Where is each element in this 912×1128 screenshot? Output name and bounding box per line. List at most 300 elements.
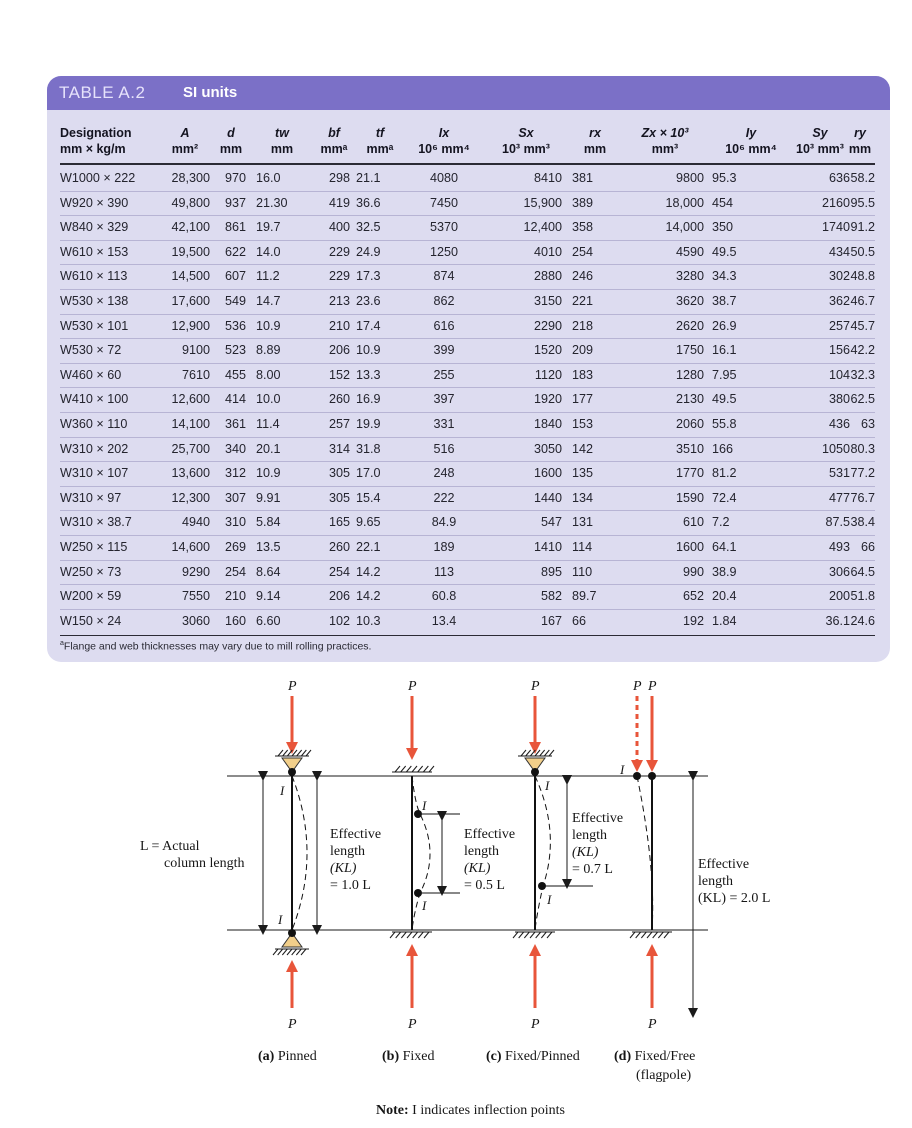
table-cell: 95.5 <box>850 195 875 210</box>
load-label-top-d-left: P <box>633 679 642 694</box>
table-cell: 206 <box>328 589 350 604</box>
eff-b-line4: = 0.5 L <box>464 878 505 893</box>
table-cell: 23.6 <box>356 294 381 308</box>
table-cell: 28,300 <box>171 171 210 185</box>
support-bottom-b-hatch <box>407 932 412 938</box>
table-cell: 269 <box>224 540 246 554</box>
load-arrow-top-d-head <box>646 760 658 772</box>
table-cell: 582 <box>540 589 562 604</box>
table-cell: 135 <box>572 466 594 481</box>
table-cell: 81.2 <box>712 466 737 481</box>
designation-cell: W410 × 100 <box>60 392 129 407</box>
table-cell: 229 <box>328 244 350 259</box>
table-cell: 246 <box>572 269 594 284</box>
table-cell: 1840 <box>533 417 562 431</box>
table-cell: 990 <box>682 564 704 579</box>
load-label-bottom-b: P <box>408 1017 417 1032</box>
table-cell: 42,100 <box>171 220 210 235</box>
designation-cell: W530 × 72 <box>60 343 122 358</box>
table-cell: 218 <box>572 318 594 333</box>
table-cell: 25,700 <box>171 441 210 456</box>
table-row <box>60 166 875 192</box>
load-arrow-bottom-b-head <box>406 944 418 956</box>
table-cell: 64.5 <box>850 564 875 579</box>
designation-cell: W200 × 59 <box>60 589 122 604</box>
column-header-unit: mmᵃ <box>320 142 348 156</box>
designation-cell: W530 × 138 <box>60 294 129 308</box>
support-top-a-hatch <box>306 750 311 756</box>
table-cell: 1590 <box>675 490 704 505</box>
table-cell: 206 <box>328 343 350 358</box>
table-cell: 400 <box>328 220 350 235</box>
support-bottom-b-hatch <box>413 932 418 938</box>
table-cell: 18,000 <box>665 195 704 210</box>
caption-d <box>614 1048 695 1065</box>
table-cell: 153 <box>572 417 594 431</box>
column-header <box>835 125 885 157</box>
support-bottom-b-hatch <box>390 932 395 938</box>
table-cell: 254 <box>328 564 350 579</box>
table-row <box>60 363 875 389</box>
load-label-top-b: P <box>408 679 417 694</box>
table-cell: 142 <box>572 441 594 456</box>
table-cell: 12,600 <box>171 392 210 407</box>
table-cell: 24.6 <box>850 613 875 628</box>
table-cell: 1410 <box>533 540 562 554</box>
column-header-unit: 10³ mm³ <box>502 142 550 156</box>
table-cell: 63 <box>860 417 875 431</box>
table-cell: 14.2 <box>356 589 381 604</box>
designation-cell: W150 × 24 <box>60 613 122 628</box>
caption-a <box>258 1048 317 1065</box>
table-cell: 3280 <box>675 269 704 284</box>
table-cell: 16.1 <box>712 343 737 358</box>
table-cell: 19.9 <box>356 417 381 431</box>
support-bottom-c-hatch <box>547 932 552 938</box>
table-cell: 49.5 <box>712 392 737 407</box>
table-cell: 134 <box>572 490 594 505</box>
table-row <box>60 387 875 413</box>
table-row <box>60 437 875 463</box>
table-cell: 84.9 <box>431 515 457 530</box>
eff-a-line3: (KL) <box>330 861 357 876</box>
table-cell: 95.3 <box>712 171 737 185</box>
table-cell: 16.9 <box>356 392 381 407</box>
table-cell: 38.4 <box>850 515 875 530</box>
load-arrow-bottom-d-head <box>646 944 658 956</box>
table-cell: 31.8 <box>356 441 381 456</box>
table-cell: 16.0 <box>256 171 281 185</box>
header-rule <box>60 163 875 165</box>
table-cell: 222 <box>433 490 455 505</box>
caption-d-line2: (flagpole) <box>636 1068 692 1083</box>
table-cell: 49.5 <box>712 244 737 259</box>
load-arrow-top-a-head <box>286 742 298 754</box>
table-cell: 419 <box>328 195 350 210</box>
table-cell: 64.1 <box>712 540 737 554</box>
table-cell: 358 <box>572 220 594 235</box>
column-header-unit: 10⁶ mm⁴ <box>418 142 470 156</box>
table-cell: 19,500 <box>171 244 210 259</box>
table-footnote <box>60 640 371 653</box>
table-cell: 652 <box>682 589 704 604</box>
table-cell: 414 <box>224 392 246 407</box>
table-cell: 12,300 <box>171 490 210 505</box>
designation-cell: W460 × 60 <box>60 367 122 382</box>
table-cell: 14,600 <box>171 540 210 554</box>
table-cell: 2880 <box>533 269 562 284</box>
table-cell: 62.5 <box>850 392 875 407</box>
table-cell: 14,000 <box>665 220 704 235</box>
table-cell: 1440 <box>533 490 562 505</box>
inflection-c-top: I <box>545 778 550 793</box>
designation-cell: W310 × 202 <box>60 441 129 456</box>
support-bottom-c-hatch <box>541 932 546 938</box>
table-cell: 221 <box>572 294 594 308</box>
table-cell: 55.8 <box>712 417 737 431</box>
table-row <box>60 609 875 634</box>
support-top-b-hatch <box>418 766 423 772</box>
table-cell: 622 <box>224 244 246 259</box>
table-cell: 189 <box>433 540 455 554</box>
column-header-symbol: tf <box>375 126 385 140</box>
support-bottom-d-hatch <box>636 932 641 938</box>
column-header-unit: mmᵃ <box>366 142 394 156</box>
table-cell: 17.0 <box>356 466 381 481</box>
support-bottom-c-hatch <box>519 932 524 938</box>
support-top-c-hatch <box>521 750 526 756</box>
inflection-c-bottom: I <box>547 892 552 907</box>
table-cell: 165 <box>328 515 350 530</box>
caption-b-text: Fixed <box>402 1049 435 1064</box>
eff-c-line1: Effective <box>572 811 624 826</box>
table-cell: 305 <box>328 490 350 505</box>
table-row <box>60 338 875 364</box>
inflection-dot-b-top <box>414 810 422 818</box>
table-cell: 9.65 <box>356 515 381 530</box>
table-cell: 77.2 <box>850 466 875 481</box>
table-cell: 257 <box>828 318 850 333</box>
table-cell: 1920 <box>533 392 562 407</box>
table-row <box>60 535 875 561</box>
support-top-c-hatch <box>549 750 554 756</box>
load-label-top-d-right: P <box>648 679 657 694</box>
table-cell: 7550 <box>181 589 210 604</box>
table-cell: 22.1 <box>356 540 381 554</box>
table-cell: 8410 <box>533 171 562 185</box>
support-bottom-a-hatch <box>292 949 297 955</box>
pin-dot-top-c <box>531 768 539 776</box>
eff-c-line3: (KL) <box>572 845 599 860</box>
table-subtitle: SI units <box>183 84 238 101</box>
support-top-b-hatch <box>401 766 406 772</box>
table-cell: 17.3 <box>356 269 381 284</box>
column-header-unit: mm² <box>171 142 199 156</box>
caption-b <box>382 1048 435 1065</box>
table-cell: 229 <box>328 269 350 284</box>
table-cell: 3620 <box>675 294 704 308</box>
buckled-shape-a <box>292 776 307 930</box>
table-cell: 298 <box>328 171 350 185</box>
load-arrow-top-b-head <box>406 748 418 760</box>
table-cell: 6.60 <box>256 613 281 628</box>
table-cell: 9290 <box>181 564 210 579</box>
table-cell: 331 <box>433 417 455 431</box>
inflection-d: I <box>620 762 625 777</box>
table-cell: 76.7 <box>850 490 875 505</box>
table-cell: 314 <box>328 441 350 456</box>
eff-b-line1: Effective <box>464 827 516 842</box>
support-bottom-d-hatch <box>641 932 646 938</box>
eff-a-line2: length <box>330 844 365 859</box>
actual-length-label <box>140 838 245 872</box>
table-cell: 516 <box>433 441 455 456</box>
table-cell: 209 <box>572 343 594 358</box>
support-bottom-d-hatch <box>630 932 635 938</box>
table-cell: 436 <box>828 417 850 431</box>
support-bottom-b-hatch <box>424 932 429 938</box>
designation-cell: W610 × 153 <box>60 244 129 259</box>
table-cell: 636 <box>828 171 850 185</box>
table-cell: 254 <box>572 244 594 259</box>
designation-cell: W310 × 38.7 <box>60 515 132 530</box>
table-cell: 3060 <box>181 613 210 628</box>
table-cell: 66 <box>572 613 587 628</box>
table-cell: 8.64 <box>256 564 281 579</box>
table-cell: 7610 <box>181 367 210 382</box>
table-cell: 42.2 <box>850 343 875 358</box>
designation-cell: W530 × 101 <box>60 318 129 333</box>
table-cell: 15.4 <box>356 490 381 505</box>
table-row <box>60 560 875 586</box>
load-label-top-a: P <box>288 679 297 694</box>
table-cell: 49,800 <box>171 195 210 210</box>
column-header-symbol: tw <box>275 126 289 140</box>
table-cell: 350 <box>712 220 734 235</box>
column-header-unit: mm <box>583 142 607 156</box>
column-header-symbol: Sy <box>812 126 828 140</box>
note-label: Note: <box>376 1103 409 1118</box>
table-cell: 970 <box>224 171 246 185</box>
support-bottom-c-hatch <box>524 932 529 938</box>
designation-cell: W610 × 113 <box>60 269 128 284</box>
table-row <box>60 486 875 512</box>
table-cell: 5.84 <box>256 515 281 530</box>
column-header-symbol: A <box>180 126 190 140</box>
table-cell: 1520 <box>533 343 562 358</box>
table-cell: 434 <box>828 244 850 259</box>
inflection-dot-b-bottom <box>414 889 422 897</box>
table-cell: 38.9 <box>712 564 737 579</box>
table-cell: 536 <box>224 318 246 333</box>
table-cell: 11.4 <box>256 417 280 431</box>
table-cell: 862 <box>433 294 455 308</box>
table-cell: 24.9 <box>356 244 381 259</box>
table-cell: 5370 <box>429 220 459 235</box>
inflection-a-bottom: I <box>278 912 283 927</box>
table-cell: 38.7 <box>712 294 737 308</box>
buckled-shape-d <box>637 776 653 930</box>
caption-d-tag: (d) <box>614 1049 632 1064</box>
table-cell: 91.2 <box>850 220 875 235</box>
designation-cell: W250 × 115 <box>60 540 128 554</box>
table-cell: 9800 <box>675 171 704 185</box>
table-cell: 20.1 <box>256 441 281 456</box>
table-cell: 177 <box>572 392 594 407</box>
support-top-a-hatch <box>278 750 283 756</box>
support-bottom-d-hatch <box>658 932 663 938</box>
table-cell: 34.3 <box>712 269 737 284</box>
table-cell: 260 <box>328 392 350 407</box>
table-cell: 610 <box>682 515 704 530</box>
table-cell: 248 <box>433 466 455 481</box>
table-cell: 523 <box>224 343 246 358</box>
column-header-unit: mm³ <box>651 142 679 156</box>
table-cell: 14,100 <box>171 417 210 431</box>
table-cell: 192 <box>682 613 704 628</box>
inflection-note <box>376 1102 565 1119</box>
table-row <box>60 264 875 290</box>
table-cell: 2130 <box>675 392 704 407</box>
table-cell: 2160 <box>821 195 850 210</box>
designation-cell: W310 × 107 <box>60 466 129 481</box>
caption-c <box>486 1048 580 1065</box>
caption-c-text: Fixed/Pinned <box>505 1049 580 1064</box>
table-cell: 305 <box>328 466 350 481</box>
support-bottom-a-hatch <box>273 949 278 955</box>
support-bottom-a-hatch <box>278 949 283 955</box>
column-header-symbol: Ix <box>438 126 450 140</box>
support-top-b-hatch <box>423 766 428 772</box>
table-cell: 255 <box>433 367 455 382</box>
table-cell: 66 <box>860 540 875 554</box>
table-cell: 46.7 <box>850 294 875 308</box>
table-title: TABLE A.2 <box>59 83 146 102</box>
support-bottom-a-hatch <box>287 949 292 955</box>
load-arrow-top-c-head <box>529 742 541 754</box>
table-cell: 7.95 <box>712 367 737 382</box>
table-row <box>60 412 875 438</box>
table-cell: 13.4 <box>431 613 457 628</box>
table-cell: 874 <box>433 269 455 284</box>
buckled-shape-b <box>412 776 430 930</box>
designation-cell: W1000 × 222 <box>60 171 136 185</box>
column-header-unit: mm <box>848 142 872 156</box>
table-cell: 89.7 <box>572 589 597 604</box>
table-cell: 399 <box>433 343 455 358</box>
table-cell: 340 <box>224 441 246 456</box>
table-cell: 9.91 <box>256 490 281 505</box>
table-cell: 152 <box>328 367 350 382</box>
column-header-symbol: Sx <box>518 126 534 140</box>
support-top-b-hatch <box>429 766 434 772</box>
table-row <box>60 584 875 610</box>
table-cell: 3510 <box>675 441 704 456</box>
effective-length-diagram <box>130 668 790 1123</box>
eff-c-line2: length <box>572 828 607 843</box>
table-cell: 13.5 <box>256 540 281 554</box>
table-cell: 1050 <box>821 441 850 456</box>
table-cell: 17,600 <box>171 294 210 308</box>
load-label-bottom-d: P <box>648 1017 657 1032</box>
table-cell: 210 <box>224 589 246 604</box>
support-bottom-d-hatch <box>664 932 669 938</box>
load-arrow-bottom-c-head <box>529 944 541 956</box>
table-cell: 14.7 <box>256 294 281 308</box>
caption-c-tag: (c) <box>486 1049 502 1064</box>
table-cell: 19.7 <box>256 220 281 235</box>
table-row <box>60 289 875 315</box>
table-cell: 547 <box>540 515 562 530</box>
table-cell: 12,900 <box>171 318 210 333</box>
eff-a-line1: Effective <box>330 827 382 842</box>
table-cell: 254 <box>224 564 246 579</box>
table-row <box>60 215 875 241</box>
table-cell: 45.7 <box>850 318 875 333</box>
table-cell: 454 <box>712 195 734 210</box>
table-cell: 20.4 <box>712 589 737 604</box>
column-header <box>400 125 488 157</box>
column-header-row <box>60 125 875 161</box>
support-top-b-hatch <box>412 766 417 772</box>
table-cell: 26.9 <box>712 318 737 333</box>
inflection-dot-c <box>538 882 546 890</box>
table-cell: 113 <box>433 564 455 579</box>
table-cell: 607 <box>224 269 246 284</box>
table-cell: 166 <box>712 441 734 456</box>
table-cell: 60.8 <box>431 589 457 604</box>
support-top-c-hatch <box>540 750 545 756</box>
table-cell: 114 <box>572 540 593 554</box>
table-row <box>60 240 875 266</box>
column-header-symbol: d <box>227 126 235 140</box>
table-cell: 104 <box>828 367 850 382</box>
column-header-unit: 10³ mm³ <box>796 142 844 156</box>
table-cell: 549 <box>224 294 246 308</box>
table-cell: 7.2 <box>712 515 730 530</box>
table-cell: 17.4 <box>356 318 381 333</box>
table-cell: 14.0 <box>256 244 281 259</box>
table-cell: 50.5 <box>850 244 875 259</box>
column-header-unit: 10⁶ mm⁴ <box>725 142 777 156</box>
table-cell: 1770 <box>675 466 704 481</box>
support-top-a-hatch <box>297 750 302 756</box>
table-cell: 937 <box>224 195 246 210</box>
table-cell: 381 <box>572 171 594 185</box>
table-cell: 14,500 <box>171 269 210 284</box>
table-cell: 361 <box>224 417 246 431</box>
table-cell: 11.2 <box>256 269 280 284</box>
table-cell: 10.9 <box>256 318 281 333</box>
column-header-unit: mm × kg/m <box>60 142 126 156</box>
inflection-b-top: I <box>422 798 427 813</box>
pin-dot-top-a <box>288 768 296 776</box>
table-cell: 200 <box>828 589 850 604</box>
table-cell: 362 <box>828 294 850 308</box>
table-cell: 531 <box>828 466 850 481</box>
footnote-text: Flange and web thicknesses may vary due to mill rolling practices. <box>63 640 372 653</box>
actual-length-line1: L = Actual <box>140 839 200 854</box>
eff-d-line1: Effective <box>698 857 750 872</box>
support-top-b-hatch <box>395 766 400 772</box>
table-cell: 616 <box>433 318 455 333</box>
table-cell: 477 <box>828 490 850 505</box>
designation-cell: W250 × 73 <box>60 564 122 579</box>
table-cell: 1120 <box>534 367 562 382</box>
table-cell: 493 <box>828 540 850 554</box>
table-cell: 2060 <box>675 417 704 431</box>
table-cell: 58.2 <box>850 171 875 185</box>
